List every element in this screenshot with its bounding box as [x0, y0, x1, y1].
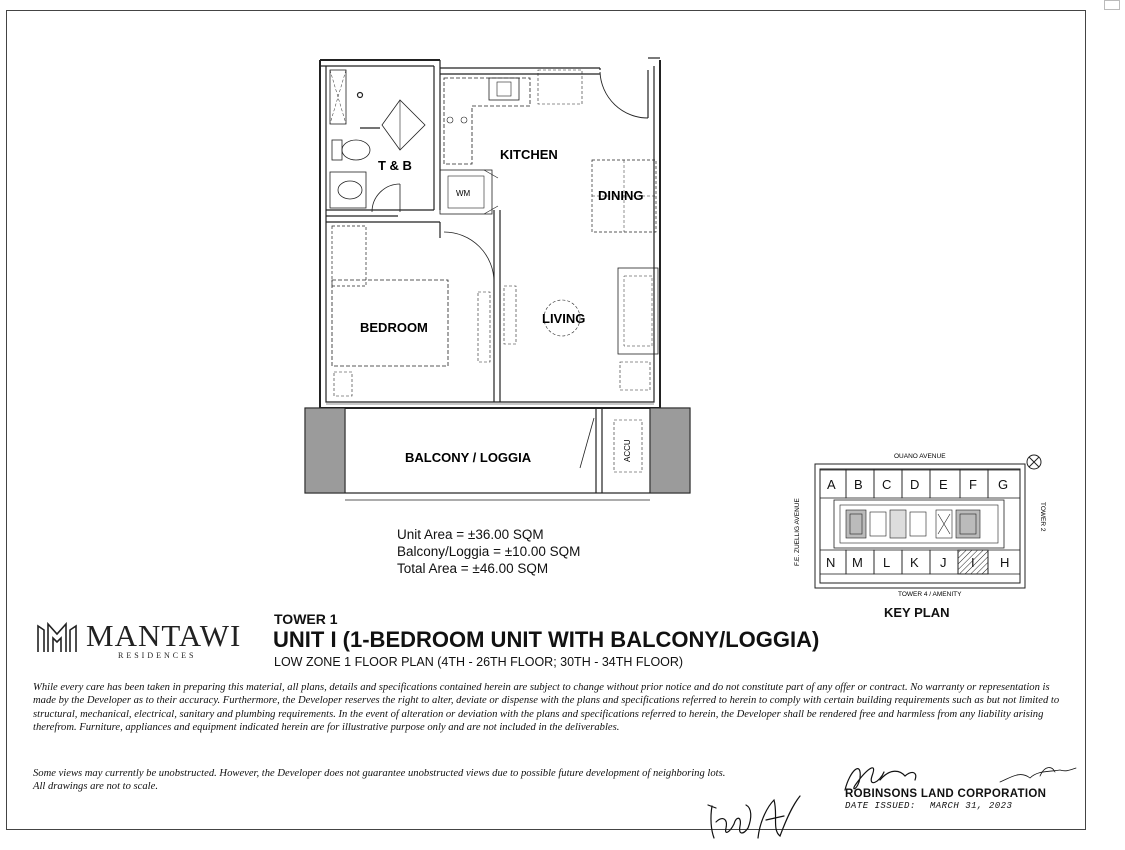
key-plan-unit-k: K [910, 555, 919, 570]
key-plan-unit-l: L [883, 555, 891, 570]
total-area: Total Area = ±46.00 SQM [397, 561, 549, 576]
balcony-column-left [305, 408, 345, 493]
key-plan-unit-c: C [882, 477, 892, 492]
key-plan-unit-h: H [1000, 555, 1010, 570]
brand-logo [34, 618, 254, 664]
compass-icon [1027, 455, 1041, 469]
tower-label: TOWER 1 [274, 611, 338, 627]
room-label-balcony: BALCONY / LOGGIA [405, 450, 532, 465]
key-plan-street-right: TOWER 2 [1039, 502, 1046, 532]
key-plan-title: KEY PLAN [884, 605, 950, 620]
note-scale: All drawings are not to scale. [33, 781, 158, 793]
room-label-dining: DINING [598, 188, 644, 203]
brand-name: MANTAWI [86, 618, 242, 653]
key-plan [785, 448, 1055, 603]
room-label-bedroom: BEDROOM [360, 320, 428, 335]
brand-subtitle: RESIDENCES [118, 651, 197, 660]
unit-title: UNIT I (1-BEDROOM UNIT WITH BALCONY/LOGGIA) [273, 627, 820, 652]
room-label-tb: T & B [378, 158, 412, 173]
key-plan-unit-f: F [969, 477, 977, 492]
date-issued-value: MARCH 31, 2023 [929, 801, 1013, 811]
room-label-kitchen: KITCHEN [500, 147, 558, 162]
floor-plan [300, 55, 700, 505]
key-plan-unit-e: E [939, 477, 948, 492]
balcony-area: Balcony/Loggia = ±10.00 SQM [397, 544, 581, 559]
date-issued [845, 801, 1012, 811]
zone-subtitle: LOW ZONE 1 FLOOR PLAN (4TH - 26TH FLOOR; 30TH - 34TH FLOOR) [274, 655, 684, 669]
developer-name: ROBINSONS LAND CORPORATION [845, 788, 1047, 800]
area-summary [397, 526, 580, 577]
key-plan-unit-j: J [940, 555, 947, 570]
room-label-accu: ACCU [623, 439, 632, 462]
key-plan-unit-m: M [852, 555, 863, 570]
key-plan-street-bottom: TOWER 4 / AMENITY [898, 591, 962, 598]
key-plan-unit-i: I [971, 555, 975, 570]
key-plan-unit-b: B [854, 477, 863, 492]
mantawi-logo-icon [36, 622, 78, 654]
key-plan-street-left: F.E. ZUELLIG AVENUE [794, 498, 801, 566]
key-plan-street-top: OUANO AVENUE [894, 453, 946, 460]
key-plan-unit-d: D [910, 477, 920, 492]
unit-area: Unit Area = ±36.00 SQM [397, 527, 544, 542]
note-views: Some views may currently be unobstructed. However, the Developer does not guarantee unobstructed views due to possible future development of neighboring lots. [33, 768, 726, 779]
room-label-living: LIVING [542, 311, 586, 326]
date-issued-label: DATE ISSUED: [845, 801, 916, 811]
room-label-wm: WM [456, 189, 471, 198]
balcony-column-right [650, 408, 690, 493]
key-plan-unit-g: G [998, 477, 1009, 492]
page-corner-mark [1104, 0, 1120, 10]
key-plan-unit-a: A [827, 477, 836, 492]
disclaimer-text: While every care has been taken in preparing this material, all plans, details and specifications contained herein are subject to change without prior notice and do not constitute part of any offer or contract. No warranty or representation is made by the Developer as to their accuracy. Furthermore, the Developer reserves the right to alter, deviate or dispense with the plans and specifications referred to herein to comply with certain building requirements such as but not limited to structural, mechanical, electrical, sanitary and plumbing requirements. In the event of alteration or deviation with the plans and specifications referred to herein, the Developer shall be rendered free and harmless from any liability arising therefrom. Furniture, appliances and equipment indicated herein are for illustrative purpose only and are not included in the deliverables. [33, 682, 1060, 734]
key-plan-unit-n: N [826, 555, 836, 570]
